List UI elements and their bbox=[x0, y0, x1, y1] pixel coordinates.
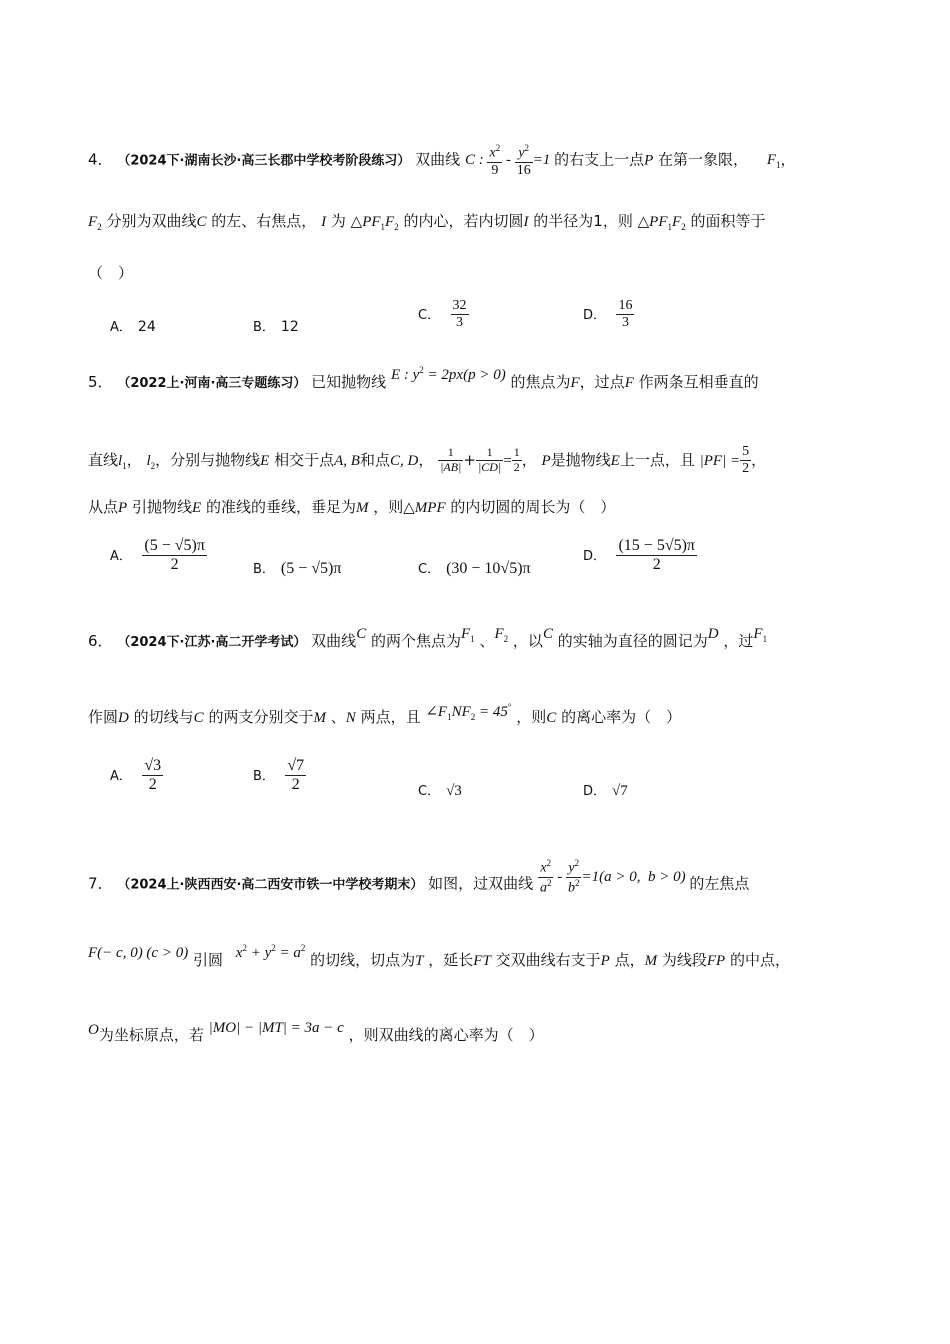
q4-hyperbola-equation: C : $\frac{x^2}{9}$ - $\frac{y^2}{16}$ =1 bbox=[464, 143, 551, 178]
q7-text: 点， bbox=[614, 951, 645, 969]
q4-line-1: 4． （2024下·湖南长沙·高三长郡中学校考阶段练习） 双曲线 C : $\frac{x^2}{9}$ - $\frac{y^2}{16}$ =1 的右支上一点P 在第一象限， $F_1$， bbox=[88, 143, 796, 178]
q6-option-a[interactable]: A． $\frac{√3}{2}$ bbox=[110, 757, 162, 794]
q5-text: 作两条互相垂直的 bbox=[638, 373, 759, 391]
q7-text: 为线段 bbox=[661, 951, 707, 969]
q5-source: （2022上·河南·高三专题练习） bbox=[117, 376, 307, 391]
q4-number: 4． bbox=[88, 150, 113, 169]
q4-text: ，则 bbox=[602, 212, 633, 230]
q6-text: 两点，且 bbox=[360, 708, 421, 726]
q4-option-d-fraction: $\frac{16}{3}$ bbox=[618, 298, 633, 331]
q6-text: ，以 bbox=[512, 632, 543, 650]
q7-text: 的切线，切点为 bbox=[310, 951, 416, 969]
q5-text: 直线 bbox=[88, 451, 119, 470]
q5-option-b[interactable]: B． (5 − √5)π bbox=[253, 560, 342, 577]
q6-angle: $\angle F_1NF_2 = 45^\circ$ bbox=[425, 702, 512, 722]
q4-line-2: $F_2$ 分别为双曲线C 的左、右焦点， I 为 $\triangle PF_1F_2$ 的内心，若内切圆I 的半径为1，则 $\triangle PF_1F_2$ 的面积等于 bbox=[88, 212, 766, 232]
q4-option-c-fraction: $\frac{32}{3}$ bbox=[452, 298, 467, 331]
q7-line-1: 7． （2024上·陕西西安·高二西安市铁一中学校考期末） 如图，过双曲线 $\frac{x^2}{a^2}$ - $\frac{y^2}{b^2}$ =1(a > 0, b > 0) 的左焦点 bbox=[88, 858, 750, 896]
q5-option-c[interactable]: C． (30 − 10√5)π bbox=[418, 560, 531, 577]
q7-text: 如图，过双曲线 bbox=[428, 874, 534, 893]
q5-text: 相交于点 bbox=[274, 451, 335, 470]
q4-option-c[interactable]: C． $\frac{32}{3}$ bbox=[418, 298, 467, 331]
q7-text: ，则双曲线的离心率为（ ） bbox=[348, 1026, 544, 1044]
q5-text: 的内切圆的周长为（ ） bbox=[450, 498, 616, 516]
q5-option-d[interactable]: D． $\frac{(15 - 5√5)\pi}{2}$ bbox=[583, 537, 696, 574]
q7-condition: |MO| − |MT| = 3a − c bbox=[208, 1020, 344, 1036]
q7-text: ，延长 bbox=[428, 951, 474, 969]
q4-text: 在第一象限， bbox=[658, 150, 749, 169]
q6-text: 的实轴为直径的圆记为 bbox=[557, 632, 708, 650]
q5-text: ，分别与抛物线 bbox=[155, 451, 261, 470]
q4-text: 的右支上一点 bbox=[554, 150, 645, 169]
q4-text: 的半径为 bbox=[533, 212, 594, 230]
q5-text: 的焦点为 bbox=[510, 373, 571, 391]
q7-text: 引圆 bbox=[192, 951, 223, 969]
q6-text: 的离心率为（ ） bbox=[561, 708, 682, 726]
q6-text: 、 bbox=[330, 708, 346, 726]
q5-text: 上一点，且 bbox=[619, 451, 695, 470]
q6-text: 、 bbox=[479, 632, 495, 650]
q7-number: 7． bbox=[88, 874, 113, 893]
q5-number: 5． bbox=[88, 373, 113, 391]
q5-option-a[interactable]: A． $\frac{(5 - √5)\pi}{2}$ bbox=[110, 537, 205, 574]
q6-text: ，则 bbox=[516, 708, 547, 726]
q6-option-b[interactable]: B． $\frac{√7}{2}$ bbox=[253, 757, 305, 794]
q6-source: （2024下·江苏·高二开学考试） bbox=[117, 635, 307, 650]
q5-text: ，过点 bbox=[579, 373, 625, 391]
q5-text: 已知抛物线 bbox=[311, 373, 387, 391]
q4-text: 双曲线 bbox=[415, 150, 461, 169]
q6-option-d[interactable]: D． √7 bbox=[583, 783, 628, 799]
q6-number: 6． bbox=[88, 632, 113, 650]
q4-radius: 1 bbox=[593, 212, 603, 230]
q6-text: 双曲线 bbox=[311, 632, 357, 650]
q5-text: 和点 bbox=[359, 451, 390, 470]
q4-option-d[interactable]: D． $\frac{16}{3}$ bbox=[583, 298, 633, 331]
q4-source: （2024下·湖南长沙·高三长郡中学校考阶段练习） bbox=[117, 153, 411, 169]
q6-text: 的两个焦点为 bbox=[370, 632, 461, 650]
q5-text: 的准线的垂线，垂足为 bbox=[205, 498, 356, 516]
q6-text: ，过 bbox=[723, 632, 754, 650]
q4-text: 的面积等于 bbox=[690, 212, 766, 230]
q4-bracket: （ ） bbox=[88, 264, 134, 282]
q5-text: ，则 bbox=[373, 498, 404, 516]
q6-text: 作圆 bbox=[88, 708, 119, 726]
q6-line-1: 6． （2024下·江苏·高二开学考试） 双曲线C 的两个焦点为$F_1$ 、$F_2$ ，以C 的实轴为直径的圆记为D ，过$F_1$ bbox=[88, 626, 768, 650]
q7-text: 为坐标原点，若 bbox=[98, 1026, 204, 1044]
q6-text: 的切线与 bbox=[133, 708, 194, 726]
q4-text: 为 bbox=[330, 212, 346, 230]
q4-text: 的内心，若内切圆 bbox=[403, 212, 524, 230]
q6-line-2: 作圆D 的切线与C 的两支分别交于M 、N 两点，且 $\angle F_1NF_2 = 45^\circ$ ，则C 的离心率为（ ） bbox=[88, 702, 682, 726]
q5-line-2: 直线$l_1$， $l_2$，分别与抛物线E 相交于点A, B和点C, D， $\frac{1}{|AB|}$ + $\frac{1}{|CD|}$ = $\frac{1}{2}$ ， P是抛物线E上一点，且 |PF| = $\frac{5}{2}$ ， bbox=[88, 444, 767, 477]
q5-text: 引抛物线 bbox=[131, 498, 192, 516]
q6-option-c[interactable]: C． √3 bbox=[418, 783, 462, 799]
q7-text: 的中点， bbox=[729, 951, 790, 969]
q4-text: 分别为双曲线 bbox=[106, 212, 197, 230]
q5-line-1: 5． （2022上·河南·高三专题练习） 已知抛物线 E : $y^2 = 2px(p > 0)$ 的焦点为F，过点F 作两条互相垂直的 bbox=[88, 365, 759, 391]
q4-option-a[interactable]: A． 24 bbox=[110, 319, 156, 335]
q6-text: 的两支分别交于 bbox=[208, 708, 314, 726]
q5-text: 从点 bbox=[88, 498, 119, 516]
q4-text: 的左、右焦点， bbox=[211, 212, 317, 230]
q7-source: （2024上·陕西西安·高二西安市铁一中学校考期末） bbox=[117, 877, 424, 893]
q4-option-b[interactable]: B． 12 bbox=[253, 319, 299, 335]
q5-line-3: 从点P 引抛物线E 的准线的垂线，垂足为M ，则△MPF 的内切圆的周长为（ ） bbox=[88, 498, 616, 516]
q7-line-2: F(− c, 0) (c > 0) 引圆 $x^2 + y^2 = a^2$ 的切线，切点为T ，延长FT 交双曲线右支于P 点，M 为线段FP 的中点， bbox=[88, 943, 790, 969]
q7-text: 交双曲线右支于 bbox=[495, 951, 601, 969]
q7-line-3: O为坐标原点，若 |MO| − |MT| = 3a − c ，则双曲线的离心率为（ ） bbox=[88, 1020, 544, 1044]
q7-text: 的左焦点 bbox=[689, 874, 750, 893]
q5-text: 是抛物线 bbox=[550, 451, 611, 470]
